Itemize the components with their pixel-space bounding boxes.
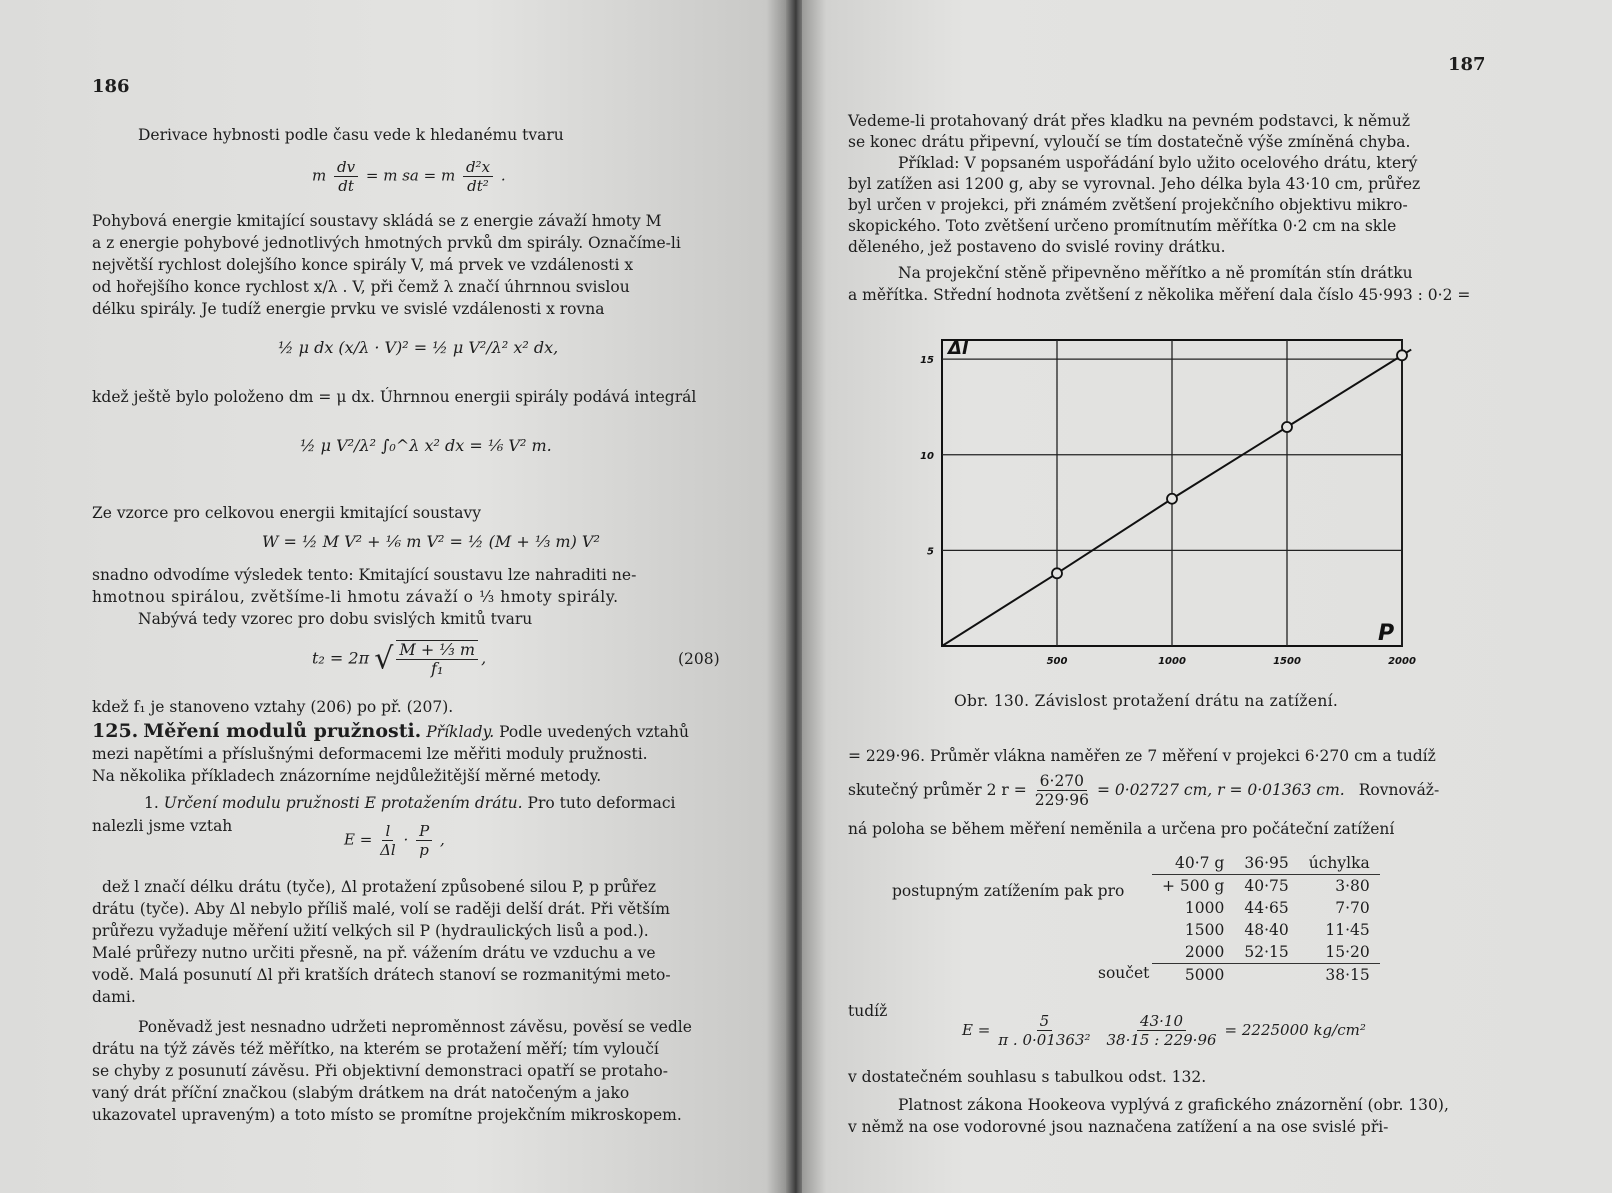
equilibrium-line: ná poloha se během měření neměnila a určena pro počáteční zatížení — [848, 820, 1395, 838]
data-point — [1052, 568, 1062, 578]
reference-line: kdež f₁ je stanoveno vztahy (206) po př. (207). — [92, 698, 454, 716]
y-axis-label: Δl — [948, 338, 969, 359]
table-header: 40·7 g 36·95 úchylka — [1152, 852, 1380, 875]
y-tick-label: 5 — [927, 546, 934, 558]
x-axis-label: P — [1378, 621, 1395, 646]
item-1-heading: 1. Určení modulu pružnosti E protažením drátu. Pro tuto deformaci — [144, 794, 676, 812]
data-point — [1167, 494, 1177, 504]
table-row: 1000 44·65 7·70 — [1184, 899, 1370, 917]
equation-element-energy: ½ μ dx (x/λ · V)² = ½ μ V²/λ² x² dx, — [278, 338, 559, 357]
data-point — [1282, 422, 1292, 432]
section-125-heading: 125. Měření modulů pružnosti. Příklady. Podle uvedených vztahů — [92, 720, 689, 742]
x-tick-label: 1000 — [1158, 656, 1186, 667]
period-intro: Nabývá tedy vzorec pro dobu svislých kmitů tvaru — [138, 610, 533, 628]
integral-intro: kdež ještě bylo položeno dm = μ dx. Úhrnnou energii spirály podává integrál — [92, 388, 697, 406]
figure-130-chart — [902, 330, 1422, 680]
equation-208: t₂ = 2π √ $\frac{\text{M + ⅓ m}}{\text{f₁}}$ , — [312, 640, 487, 678]
agreement-line: v dostatečném souhlasu s tabulkou odst. 132. — [848, 1068, 1207, 1086]
intro-line: Derivace hybnosti podle času vede k hledanému tvaru — [138, 126, 564, 144]
equation-young-modulus: E = $\frac{l}{\Delta l}$ · $\frac{P}{p}$ , — [344, 822, 445, 859]
data-point — [1397, 350, 1407, 360]
figure-caption: Obr. 130. Závislost protažení drátu na zatížení. — [954, 692, 1339, 710]
table-sum-label: součet — [1098, 964, 1150, 982]
total-energy-intro: Ze vzorce pro celkovou energii kmitající soustavy — [92, 504, 481, 522]
left-page: 186 Derivace hybnosti podle času vede k hledanému tvaru m $\frac{dv}{dt}$ = m sa = m $\frac{\text{d²x}}{\text{dt²}}$ . Pohybová energie kmitající soustavy skládá se z energie závaží hmoty M a z energie pohybové jednotlivých hmotných prvků dm spirály. Označíme-li největší rychlost dolejšího konce spirály V, má prvek ve vzdálenosti x od hořejšího konce rychlost x/λ . V, při čemž λ značí úhrnnou svislou délku spirály. Je tudíž energie prvku ve svislé vzdálenosti x rovna ½ μ dx (x/λ · V)² = ½ μ V²/λ² x² dx, kdež ještě bylo položeno dm = μ dx. Úhrnnou energii spirály podává integrál ½ μ V²/λ² ∫₀^λ x² dx = ⅙ V² m. Ze vzorce pro celkovou energii kmitající soustavy W = ½ M V² + ⅙ m V² = ½ (M + ⅓ m) V² snadno odvodíme výsledek tento: Kmitající soustavu lze nahraditi ne- hmotnou spirálou, zvětšíme-li hmotu závaží o ⅓ hmoty spirály. Nabývá tedy vzorec pro dobu svislých kmitů tvaru t₂ = 2π √ $\frac{\text{M + ⅓ m}}{\text{f₁}}$ , (208) kdež f₁ je stanoveno vztahy (206) po př. (207). 125. Měření modulů pružnosti. Příklady. Podle uvedených vztahů mezi napětími a příslušnými deformacemi lze měřiti moduly pružnosti. Na několika příkladech znázorníme nejdůležitější měrné metody. 1. Určení modulu pružnosti E protažením drátu. Pro tuto deformaci nalezli jsme vztah E = $\frac{l}{\Delta l}$ · $\frac{P}{p}$ , dež l značí délku drátu (tyče), Δl protažení způsobené silou P, p průřez drátu (tyče). Aby Δl nebylo příliš malé, volí se raději delší drát. Při větším průřezu vyžaduje měření užití velkých sil P (hydraulických lisů a pod.). Malé průřezy nutno určiti přesně, na př. vážením drátu ve vzduchu a ve vodě. Malá posunutí Δl při kratších drátech stanoví se rozmanitými meto- dami. Poněvadž jest nesnadno udržeti neproměnnost závěsu, pověsí se vedle drátu na týž závěs též měřítko, na kterém se protažení měří; tím vyloučí se chyby z posunutí závěsu. Při objektivní demonstraci opatří se protaho- vaný drát příční značkou (slabým drátkem na drát natočeným a jako ukazovatel upraveným) a toto místo se promítne projekčním mikroskopem. — [0, 0, 790, 1193]
y-tick-label: 15 — [920, 355, 934, 367]
y-tick-label: 10 — [920, 450, 934, 462]
equation-young-modulus-result: E = $\frac{5}{\text{π . 0·01363²}}$ $\frac{43\cdot 10}{38\cdot 15 : 229\cdot 96}$ = 2225000 kg/cm² — [962, 1011, 1366, 1049]
x-tick-label: 2000 — [1388, 656, 1416, 667]
equation-diameter: skutečný průměr 2 r = $\frac{6\cdot 270}{229\cdot 96}$ = 0·02727 cm, r = 0·01363 cm. Rovnováž- — [848, 771, 1440, 809]
table-row: 2000 52·15 15·20 — [1152, 941, 1380, 964]
equation-number-208: (208) — [678, 650, 720, 668]
equation-total-energy: W = ½ M V² + ⅙ m V² = ½ (M + ⅓ m) V² — [262, 532, 600, 551]
page-number-right: 187 — [1448, 54, 1486, 75]
diameter-line: = 229·96. Průměr vlákna naměřen ze 7 měření v projekci 6·270 cm a tudíž — [848, 747, 1436, 765]
equation-momentum: m $\frac{dv}{dt}$ = m sa = m $\frac{\text{d²x}}{\text{dt²}}$ . — [312, 158, 506, 195]
equation-integral: ½ μ V²/λ² ∫₀^λ x² dx = ⅙ V² m. — [300, 436, 552, 455]
x-tick-label: 500 — [1046, 656, 1068, 667]
measurement-table — [1152, 852, 1380, 986]
table-row: 1500 48·40 11·45 — [1184, 921, 1370, 939]
table-row: + 500 g 40·75 3·80 — [1162, 877, 1370, 895]
table-row-label: postupným zatížením pak pro — [892, 882, 1125, 900]
tudiz-label: tudíž — [848, 1002, 888, 1020]
table-sum-row: 5000 38·15 — [1184, 966, 1370, 984]
right-page: 187 Vedeme-li protahovaný drát přes kladku na pevném podstavci, k němuž se konec drátu připevní, vyloučí se tím dostatečně výše zmíněná chyba. Příklad: V popsaném uspořádání bylo užito ocelového drátu, který byl zatížen asi 1200 g, aby se vyrovnal. Jeho délka byla 43·10 cm, průřez byl určen v projekci, při známém zvětšení projekčního objektivu mikro- skopického. Toto zvětšení určeno promítnutím měřítka 0·2 cm na skle děleného, jež postaveno do svislé roviny drátku. Na projekční stěně připevněno měřítko a ně promítán stín drátku a měřítka. Střední hodnota zvětšení z několika měření dala číslo 45·993 : 0·2 = 500 1000 1500 2000 5 10 15 Δl P Obr. 130. Závislost protažení drátu na zatížení. = 229·96. Průměr vlákna naměřen ze 7 měření v projekci 6·270 cm a tudíž skutečný průměr 2 r = $\frac{6\cdot 270}{229\cdot 96}$ = 0·02727 cm, r = 0·01363 cm. Rovnováž- ná poloha se během měření neměnila a určena pro počáteční zatížení postupným zatížením pak pro 40·7 g 36·95 úchylka + 500 g 40·75 3·80 1000 44·65 7·70 1500 48·40 11·45 2000 52·15 15·20 5000 38·15 součet tudíž E = $\frac{5}{\text{π . 0·01363²}}$ $\frac{43\cdot 10}{38\cdot 15 : 229\cdot 96}$ = 2225000 kg/cm² v dostatečném souhlasu s tabulkou odst. 132. Platnost zákona Hookeova vyplývá z grafického znázornění (obr. 130), v němž na ose vodorovné jsou naznačena zatížení a na ose svislé při- — [802, 0, 1612, 1193]
x-tick-label: 1500 — [1273, 656, 1301, 667]
page-number-left: 186 — [92, 76, 130, 97]
